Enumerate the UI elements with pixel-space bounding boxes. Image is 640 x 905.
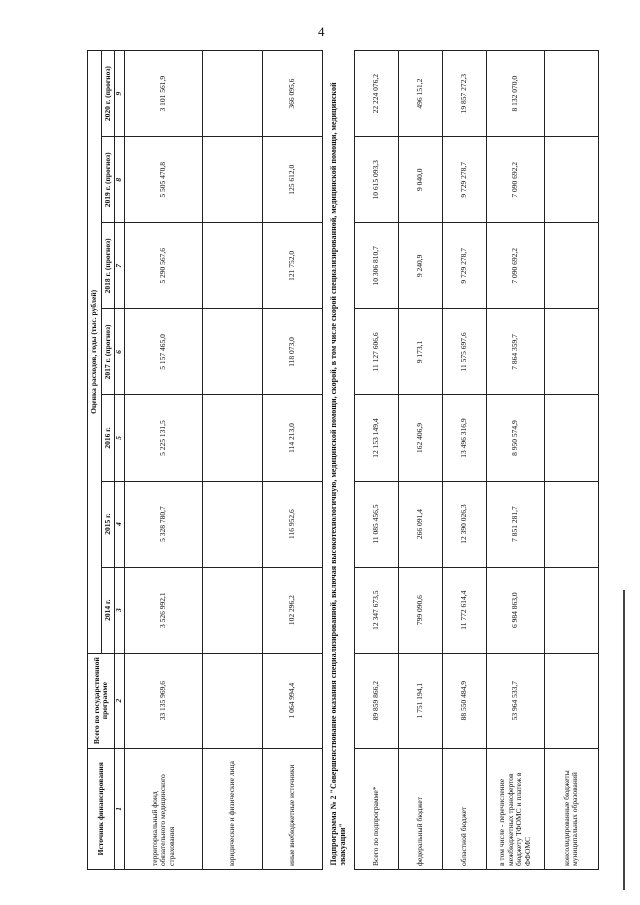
row-value: 13 496 316,9 bbox=[442, 395, 486, 481]
row-value bbox=[544, 223, 598, 309]
table-row bbox=[398, 51, 442, 870]
row-value: 33 135 969,6 bbox=[125, 653, 203, 748]
scan-edge-mark bbox=[623, 590, 625, 890]
row-label: иные внебюджетные источники bbox=[263, 748, 323, 869]
row-value: 799 090,6 bbox=[398, 567, 442, 653]
row-value: 88 550 484,9 bbox=[442, 653, 486, 748]
row-value bbox=[544, 567, 598, 653]
table-row bbox=[125, 51, 203, 870]
subprogram-title: Подпрограмма № 2 "Совершенствование оказания специализированной, включая высокотехнологичную, медицинской помощи, скорой, в том числе скорой специализированной, медицинской помощи, медицинской эвакуации" bbox=[323, 51, 354, 870]
row-value: 3 526 992,1 bbox=[125, 567, 203, 653]
row-value: 5 328 780,7 bbox=[125, 481, 203, 567]
row-value: 496 151,2 bbox=[398, 51, 442, 137]
column-number: 2 bbox=[115, 653, 125, 748]
header-year: 2016 г. bbox=[101, 395, 115, 481]
header-total: Всего по государственной программе bbox=[88, 653, 115, 748]
column-number: 3 bbox=[115, 567, 125, 653]
row-value bbox=[203, 51, 263, 137]
row-value bbox=[544, 309, 598, 395]
financing-table bbox=[87, 50, 599, 870]
row-value bbox=[544, 137, 598, 223]
row-value bbox=[203, 137, 263, 223]
row-value bbox=[203, 395, 263, 481]
row-value: 53 964 533,7 bbox=[486, 653, 544, 748]
row-value bbox=[203, 309, 263, 395]
column-number: 9 bbox=[115, 51, 125, 137]
row-value: 116 952,6 bbox=[263, 481, 323, 567]
header-year: 2014 г. bbox=[101, 567, 115, 653]
row-label: юридические и физические лица bbox=[203, 748, 263, 869]
row-value: 114 213,0 bbox=[263, 395, 323, 481]
row-value: 7 851 281,7 bbox=[486, 481, 544, 567]
row-value: 9 040,0 bbox=[398, 137, 442, 223]
header-estimate: Оценка расходов, годы (тыс. рублей) bbox=[88, 51, 102, 654]
row-value: 102 296,2 bbox=[263, 567, 323, 653]
column-number: 4 bbox=[115, 481, 125, 567]
header-year: 2019 г. (прогноз) bbox=[101, 137, 115, 223]
column-number: 1 bbox=[115, 748, 125, 869]
row-value: 10 615 093,3 bbox=[354, 137, 398, 223]
table-row bbox=[354, 51, 398, 870]
row-value: 5 290 567,6 bbox=[125, 223, 203, 309]
row-value bbox=[544, 395, 598, 481]
table-row bbox=[486, 51, 544, 870]
table-row bbox=[544, 51, 598, 870]
header-year: 2015 г. bbox=[101, 481, 115, 567]
row-value: 7 864 359,7 bbox=[486, 309, 544, 395]
row-value: 12 153 149,4 bbox=[354, 395, 398, 481]
rotated-page-content bbox=[87, 10, 640, 870]
row-value bbox=[544, 51, 598, 137]
row-value: 5 225 131,5 bbox=[125, 395, 203, 481]
column-number: 6 bbox=[115, 309, 125, 395]
column-number: 7 bbox=[115, 223, 125, 309]
row-label: в том числе - перечисление межбюджетных трансфертов бюджету ТФОМС и платеж в ФФОМС bbox=[486, 748, 544, 869]
table-row bbox=[263, 51, 323, 870]
row-value: 8 132 070,0 bbox=[486, 51, 544, 137]
row-value: 125 612,0 bbox=[263, 137, 323, 223]
row-value: 118 073,0 bbox=[263, 309, 323, 395]
row-value: 11 127 606,6 bbox=[354, 309, 398, 395]
table-row bbox=[203, 51, 263, 870]
row-value: 1 064 994,4 bbox=[263, 653, 323, 748]
row-label: Всего по подпрограмме* bbox=[354, 748, 398, 869]
row-value: 266 091,4 bbox=[398, 481, 442, 567]
row-value bbox=[203, 481, 263, 567]
row-value bbox=[203, 223, 263, 309]
row-label: территориальный фонд обязательного медицинского страхования bbox=[125, 748, 203, 869]
header-year: 2020 г. (прогноз) bbox=[101, 51, 115, 137]
row-value: 6 984 863,0 bbox=[486, 567, 544, 653]
row-label: федеральный бюджет bbox=[398, 748, 442, 869]
page-number: 4 bbox=[318, 24, 325, 39]
row-value: 366 095,6 bbox=[263, 51, 323, 137]
table-row bbox=[442, 51, 486, 870]
column-number: 8 bbox=[115, 137, 125, 223]
row-value: 9 729 278,7 bbox=[442, 137, 486, 223]
row-value bbox=[544, 481, 598, 567]
row-value: 22 224 076,2 bbox=[354, 51, 398, 137]
header-source: Источник финансирования bbox=[88, 748, 115, 869]
row-value: 9 173,1 bbox=[398, 309, 442, 395]
row-value: 12 347 673,5 bbox=[354, 567, 398, 653]
header-year: 2018 г. (прогноз) bbox=[101, 223, 115, 309]
row-value bbox=[544, 653, 598, 748]
row-value: 1 751 194,1 bbox=[398, 653, 442, 748]
row-label: консолидированные бюджеты муниципальных образований bbox=[544, 748, 598, 869]
row-value: 7 090 692,2 bbox=[486, 137, 544, 223]
column-number: 5 bbox=[115, 395, 125, 481]
row-value: 12 390 026,3 bbox=[442, 481, 486, 567]
row-value: 5 505 470,8 bbox=[125, 137, 203, 223]
row-value: 19 857 272,3 bbox=[442, 51, 486, 137]
row-value: 9 729 278,7 bbox=[442, 223, 486, 309]
row-value: 162 406,9 bbox=[398, 395, 442, 481]
row-value: 121 752,0 bbox=[263, 223, 323, 309]
row-value: 8 950 574,9 bbox=[486, 395, 544, 481]
row-value: 89 859 866,2 bbox=[354, 653, 398, 748]
row-value: 3 101 561,9 bbox=[125, 51, 203, 137]
row-value bbox=[203, 567, 263, 653]
row-value bbox=[203, 653, 263, 748]
row-value: 5 157 465,0 bbox=[125, 309, 203, 395]
row-value: 11 575 697,6 bbox=[442, 309, 486, 395]
row-value: 11 772 614,4 bbox=[442, 567, 486, 653]
row-label: областной бюджет bbox=[442, 748, 486, 869]
row-value: 10 306 810,7 bbox=[354, 223, 398, 309]
header-year: 2017 г. (прогноз) bbox=[101, 309, 115, 395]
row-value: 7 090 692,2 bbox=[486, 223, 544, 309]
row-value: 9 240,9 bbox=[398, 223, 442, 309]
row-value: 11 085 456,5 bbox=[354, 481, 398, 567]
